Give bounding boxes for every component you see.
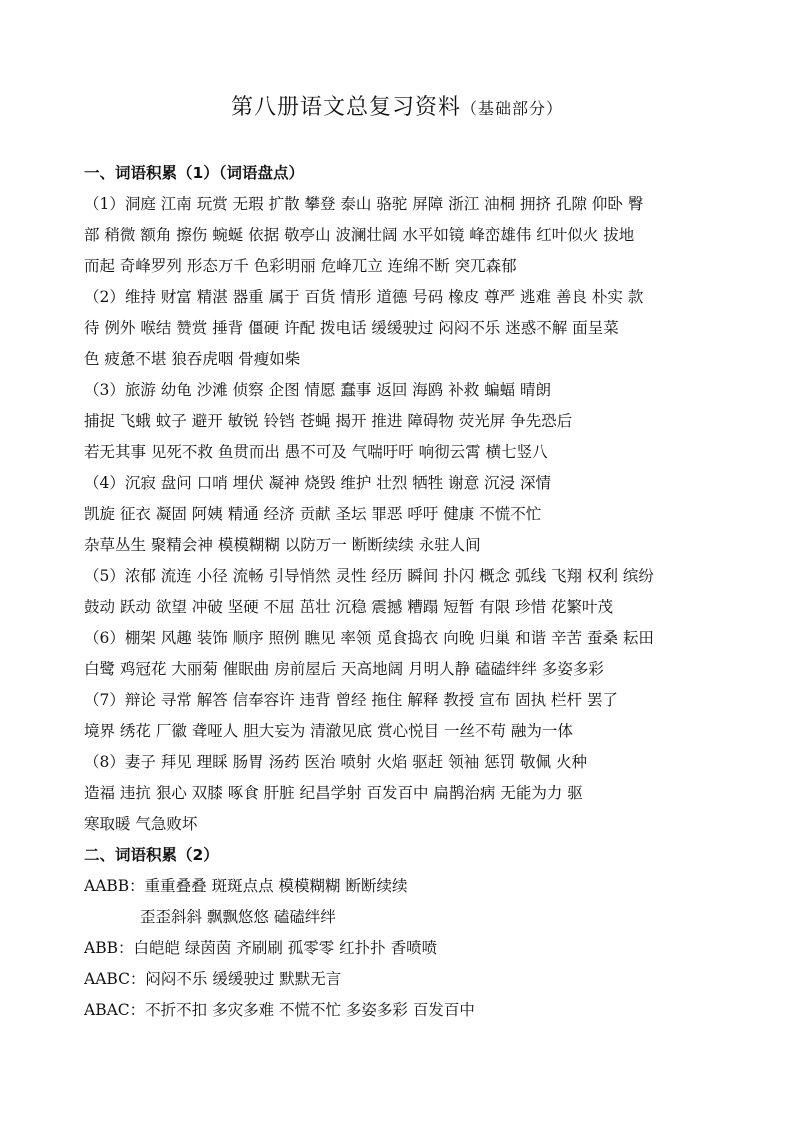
text-line: 捕捉 飞蛾 蚊子 避开 敏锐 铃铛 苍蝇 揭开 推进 障碍物 荧光屏 争先恐后 [84,412,573,430]
section-heading-vocabulary-1: 一、词语积累（1）（词语盘点） [84,164,305,182]
text-line: 歪歪斜斜 飘飘悠悠 磕磕绊绊 [140,908,336,926]
text-line: （7）辩论 寻常 解答 信奉容许 违背 曾经 拖住 解释 教授 宣布 固执 栏杆 罢了 [84,691,618,709]
section-vocabulary-2 [84,871,716,1026]
text-line: AABC：闷闷不乐 缓缓驶过 默默无言 [84,970,342,988]
title-subtitle: （基础部分） [461,99,564,118]
section-vocabulary-1 [84,189,716,840]
text-line: ABB：白皑皑 绿茵茵 齐刷刷 孤零零 红扑扑 香喷喷 [84,939,438,957]
text-line: 色 疲惫不堪 狼吞虎咽 骨瘦如柴 [84,350,301,368]
text-line: （6）棚架 风趣 装饰 顺序 照例 瞧见 率领 觅食捣衣 向晚 归巢 和谐 辛苦 蚕桑 耘田 [84,629,654,647]
text-line: （3）旅游 幼龟 沙滩 侦察 企图 情愿 蠢事 返回 海鸥 补救 蝙蝠 晴朗 [84,381,552,399]
text-line: （5）浓郁 流连 小径 流畅 引导悄然 灵性 经历 瞬间 扑闪 概念 弧线 飞翔 权利 缤纷 [84,567,654,585]
text-line: AABB：重重叠叠 斑斑点点 模模糊糊 断断续续 [84,877,408,895]
text-line: 部 稍微 额角 擦伤 蜿蜒 依据 敬亭山 波澜壮阔 水平如镜 峰峦雄伟 红叶似火 拔地 [84,226,635,244]
document-body [84,158,716,1026]
page-title [0,90,794,121]
text-line: 鼓动 跃动 欲望 冲破 坚硬 不屈 茁壮 沉稳 震撼 糟蹋 短暂 有限 珍惜 花繁叶茂 [84,598,614,616]
text-line: 造福 违抗 狠心 双膝 啄食 肝脏 纪昌学射 百发百中 扁鹊治病 无能为力 驱 [84,784,583,802]
text-line: 境界 绣花 厂徽 聋哑人 胆大妄为 清澈见底 赏心悦目 一丝不苟 融为一体 [84,722,573,740]
text-line: （2）维持 财富 精湛 器重 属于 百货 情形 道德 号码 橡皮 尊严 逃难 善良 朴实 款 [84,288,644,306]
text-line: （4）沉寂 盘问 口哨 埋伏 凝神 烧毁 维护 壮烈 牺牲 谢意 沉浸 深情 [84,474,552,492]
text-line: 寒取暖 气急败坏 [84,815,198,833]
text-line: （8）妻子 拜见 理睬 肠胃 汤药 医治 喷射 火焰 驱赶 领袖 惩罚 敬佩 火种 [84,753,587,771]
text-line: 白鹭 鸡冠花 大丽菊 催眠曲 房前屋后 天高地阔 月明人静 磕磕绊绊 多姿多彩 [84,660,604,678]
text-line: （1）洞庭 江南 玩赏 无瑕 扩散 攀登 泰山 骆驼 屏障 浙江 油桐 拥挤 孔隙 仰卧 臀 [84,195,644,213]
text-line: 若无其事 见死不救 鱼贯而出 愚不可及 气喘吁吁 响彻云霄 横七竖八 [84,443,548,461]
title-main: 第八册语文总复习资料 [230,95,461,120]
text-line: 杂草丛生 聚精会神 模模糊糊 以防万一 断断续续 永驻人间 [84,536,481,554]
text-line: ABAC：不折不扣 多灾多难 不慌不忙 多姿多彩 百发百中 [84,1001,475,1019]
text-line: 而起 奇峰罗列 形态万千 色彩明丽 危峰兀立 连绵不断 突兀森郁 [84,257,517,275]
text-line: 凯旋 征衣 凝固 阿姨 精通 经济 贡献 圣坛 罪恶 呼吁 健康 不慌不忙 [84,505,542,523]
section-heading-vocabulary-2: 二、词语积累（2） [84,846,219,864]
text-line: 待 例外 喉结 赞赏 捶背 僵硬 许配 拨电话 缓缓驶过 闷闷不乐 迷惑不解 面呈菜 [84,319,619,337]
